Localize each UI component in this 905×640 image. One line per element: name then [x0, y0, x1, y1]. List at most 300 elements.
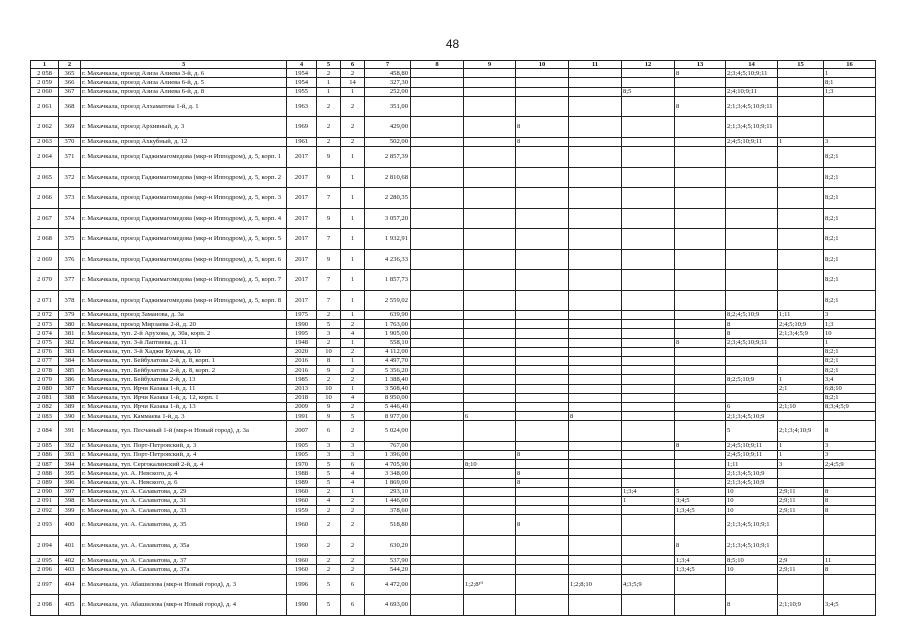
cell-col-12: [622, 147, 675, 168]
cell-col-1: 2 066: [31, 188, 59, 209]
cell-col-10: [516, 366, 569, 375]
cell-col-7: 639,90: [365, 311, 411, 320]
cell-col-3: г. Махачкала, туп. Бейбулатова 2-й, д. 8, корп. 1: [81, 356, 287, 365]
cell-col-13: [675, 329, 726, 338]
cell-col-13: [675, 412, 726, 421]
cell-col-7: 1 905,00: [365, 329, 411, 338]
cell-col-7: 4 236,33: [365, 249, 411, 270]
cell-col-1: 2 090: [31, 487, 59, 496]
cell-col-2: 376: [59, 249, 81, 270]
cell-col-16: 1;3: [824, 87, 876, 96]
cell-col-2: 398: [59, 496, 81, 505]
cell-col-16: 11: [824, 556, 876, 565]
cell-col-14: 2;1;3;4;5;10;9: [726, 412, 778, 421]
cell-col-13: [675, 421, 726, 442]
column-header-6: 6: [341, 61, 365, 69]
cell-col-14: 6: [726, 402, 778, 411]
cell-col-2: 372: [59, 167, 81, 188]
cell-col-6: 2: [341, 402, 365, 411]
cell-col-13: 8: [675, 535, 726, 556]
cell-col-16: 8;2;1: [824, 188, 876, 209]
cell-col-8: [411, 188, 464, 209]
cell-col-8: [411, 338, 464, 347]
cell-col-14: [726, 384, 778, 393]
cell-col-14: 2;1;3;4;5;10;9;11: [726, 96, 778, 117]
cell-col-10: [516, 393, 569, 402]
cell-col-12: [622, 535, 675, 556]
cell-col-6: 1: [341, 167, 365, 188]
cell-col-13: 8: [675, 338, 726, 347]
cell-col-2: 397: [59, 487, 81, 496]
cell-col-2: 389: [59, 402, 81, 411]
cell-col-1: 2 094: [31, 535, 59, 556]
cell-col-15: 2;1;3;4;10;9: [778, 421, 824, 442]
cell-col-11: [569, 469, 622, 478]
cell-col-9: [464, 290, 516, 311]
cell-col-12: [622, 450, 675, 459]
cell-col-3: г. Махачкала, проезд Мирзаева 2-й, д. 20: [81, 320, 287, 329]
table-row: [31, 249, 876, 270]
cell-col-7: 2 857,39: [365, 147, 411, 168]
cell-col-15: 2;1: [778, 384, 824, 393]
cell-col-5: 9: [317, 412, 341, 421]
cell-col-10: [516, 441, 569, 450]
cell-col-6: 2: [341, 421, 365, 442]
cell-col-10: [516, 87, 569, 96]
cell-col-4: 2017: [287, 270, 317, 291]
column-header-12: 12: [622, 61, 675, 69]
cell-col-11: [569, 270, 622, 291]
cell-col-11: [569, 96, 622, 117]
cell-col-10: [516, 249, 569, 270]
cell-col-5: 7: [317, 290, 341, 311]
cell-col-5: 3: [317, 450, 341, 459]
cell-col-10: [516, 402, 569, 411]
cell-col-5: 5: [317, 460, 341, 469]
cell-col-5: 9: [317, 249, 341, 270]
cell-col-15: 2;9;11: [778, 565, 824, 574]
cell-col-15: 1: [778, 375, 824, 384]
cell-col-4: 2017: [287, 290, 317, 311]
cell-col-9: [464, 347, 516, 356]
cell-col-3: г. Махачкала, проезд Гаджимагомедова (мкр-н Ипподром), д. 5, корп. 6: [81, 249, 287, 270]
cell-col-14: 10: [726, 565, 778, 574]
cell-col-13: [675, 290, 726, 311]
cell-col-13: 5: [675, 487, 726, 496]
cell-col-3: г. Махачкала, ул. Абашилова (мкр-н Новый город), д. 4: [81, 595, 287, 616]
cell-col-8: [411, 117, 464, 138]
cell-col-11: [569, 137, 622, 146]
cell-col-10: 8: [516, 117, 569, 138]
cell-col-7: 4 112,00: [365, 347, 411, 356]
cell-col-11: 8: [569, 412, 622, 421]
cell-col-1: 2 098: [31, 595, 59, 616]
table-row: [31, 469, 876, 478]
cell-col-12: [622, 78, 675, 87]
cell-col-12: [622, 556, 675, 565]
cell-col-12: [622, 366, 675, 375]
cell-col-1: 2 064: [31, 147, 59, 168]
cell-col-5: 7: [317, 270, 341, 291]
cell-col-12: 1;3;4: [622, 487, 675, 496]
table-row: [31, 556, 876, 565]
cell-col-2: 394: [59, 460, 81, 469]
cell-col-1: 2 061: [31, 96, 59, 117]
cell-col-4: 2016: [287, 356, 317, 365]
cell-col-2: 373: [59, 188, 81, 209]
cell-col-2: 366: [59, 78, 81, 87]
cell-col-8: [411, 87, 464, 96]
cell-col-15: 2;9;11: [778, 496, 824, 505]
cell-col-2: 405: [59, 595, 81, 616]
cell-col-3: г. Махачкала, туп. Бейбулатова 2-й, д. 13: [81, 375, 287, 384]
cell-col-14: [726, 229, 778, 250]
cell-col-3: г. Махачкала, проезд Гаджимагомедова (мкр-н Ипподром), д. 5, корп. 2: [81, 167, 287, 188]
cell-col-11: [569, 167, 622, 188]
cell-col-8: [411, 469, 464, 478]
cell-col-13: [675, 515, 726, 536]
table-row: [31, 384, 876, 393]
cell-col-8: [411, 147, 464, 168]
cell-col-16: 6;8;10: [824, 384, 876, 393]
cell-col-15: 3: [778, 460, 824, 469]
cell-col-16: 8;2;1: [824, 167, 876, 188]
cell-col-3: г. Махачкала, проезд Гаджимагомедова (мкр-н Ипподром), д. 5, корп. 5: [81, 229, 287, 250]
cell-col-6: 1: [341, 87, 365, 96]
cell-col-16: 8;3;4;5;9: [824, 402, 876, 411]
cell-col-1: 2 075: [31, 338, 59, 347]
cell-col-16: 1: [824, 69, 876, 78]
cell-col-5: 10: [317, 384, 341, 393]
cell-col-7: 327,30: [365, 78, 411, 87]
cell-col-9: [464, 595, 516, 616]
cell-col-11: [569, 69, 622, 78]
cell-col-6: 2: [341, 117, 365, 138]
cell-col-9: [464, 167, 516, 188]
cell-col-4: 2016: [287, 366, 317, 375]
cell-col-3: г. Махачкала, ул. А. Невского, д. 4: [81, 469, 287, 478]
cell-col-5: 3: [317, 329, 341, 338]
cell-col-11: [569, 338, 622, 347]
cell-col-12: [622, 270, 675, 291]
table-row: [31, 320, 876, 329]
cell-col-7: 1 396,00: [365, 450, 411, 459]
cell-col-12: [622, 320, 675, 329]
cell-col-6: 1: [341, 338, 365, 347]
cell-col-2: 395: [59, 469, 81, 478]
cell-col-12: [622, 249, 675, 270]
cell-col-12: [622, 412, 675, 421]
cell-col-6: 1: [341, 188, 365, 209]
cell-col-13: 8: [675, 441, 726, 450]
cell-col-10: [516, 506, 569, 515]
cell-col-7: 518,80: [365, 515, 411, 536]
cell-col-9: [464, 229, 516, 250]
cell-col-15: 2;9;11: [778, 506, 824, 515]
cell-col-7: 378,60: [365, 506, 411, 515]
cell-col-9: [464, 338, 516, 347]
cell-col-3: г. Махачкала, ул. А. Салаватова, д. 37: [81, 556, 287, 565]
cell-col-9: [464, 311, 516, 320]
cell-col-4: 1975: [287, 311, 317, 320]
cell-col-12: [622, 338, 675, 347]
cell-col-1: 2 074: [31, 329, 59, 338]
cell-col-10: [516, 595, 569, 616]
cell-col-4: 2007: [287, 421, 317, 442]
table-row: [31, 366, 876, 375]
table-row: [31, 506, 876, 515]
cell-col-11: [569, 450, 622, 459]
cell-col-2: 396: [59, 478, 81, 487]
table-row: [31, 311, 876, 320]
cell-col-5: 2: [317, 515, 341, 536]
cell-col-9: [464, 515, 516, 536]
cell-col-3: г. Махачкала, проезд Азиза Алиева 6-й, д. 8: [81, 87, 287, 96]
column-header-13: 13: [675, 61, 726, 69]
cell-col-16: 1;3: [824, 320, 876, 329]
cell-col-4: 1988: [287, 469, 317, 478]
cell-col-2: 378: [59, 290, 81, 311]
cell-col-12: [622, 69, 675, 78]
table-row: [31, 496, 876, 505]
cell-col-15: 2;1;10: [778, 402, 824, 411]
cell-col-2: 384: [59, 356, 81, 365]
cell-col-12: [622, 347, 675, 356]
cell-col-15: [778, 188, 824, 209]
cell-col-12: [622, 441, 675, 450]
column-number-header: [31, 61, 876, 69]
cell-col-11: [569, 78, 622, 87]
cell-col-15: [778, 356, 824, 365]
cell-col-8: [411, 515, 464, 536]
column-header-16: 16: [824, 61, 876, 69]
cell-col-12: 1: [622, 496, 675, 505]
cell-col-11: [569, 595, 622, 616]
cell-col-14: 2;3;4;5;10;9;11: [726, 69, 778, 78]
cell-col-1: 2 093: [31, 515, 59, 536]
cell-col-13: 8: [675, 69, 726, 78]
cell-col-11: [569, 393, 622, 402]
cell-col-4: 1954: [287, 69, 317, 78]
page-number: 48: [445, 37, 460, 51]
cell-col-3: г. Махачкала, проезд Заманова, д. 3а: [81, 311, 287, 320]
cell-col-14: 2;4;5;10;9;11: [726, 137, 778, 146]
cell-col-4: 1990: [287, 595, 317, 616]
cell-col-4: 2017: [287, 229, 317, 250]
table-row: [31, 356, 876, 365]
cell-col-13: [675, 78, 726, 87]
cell-col-9: [464, 402, 516, 411]
cell-col-5: 2: [317, 69, 341, 78]
cell-col-11: [569, 366, 622, 375]
cell-col-16: 8;2;1: [824, 249, 876, 270]
cell-col-10: [516, 574, 569, 595]
cell-col-3: г. Махачкала, проезд Ахкубный, д. 12: [81, 137, 287, 146]
cell-col-4: 1960: [287, 515, 317, 536]
cell-col-1: 2 079: [31, 375, 59, 384]
table-row: [31, 393, 876, 402]
cell-col-15: [778, 290, 824, 311]
cell-col-2: 374: [59, 208, 81, 229]
cell-col-4: 1959: [287, 506, 317, 515]
cell-col-15: 2;9;11: [778, 487, 824, 496]
cell-col-15: [778, 347, 824, 356]
cell-col-16: 8;2;1: [824, 393, 876, 402]
cell-col-10: [516, 208, 569, 229]
table-row: [31, 290, 876, 311]
cell-col-13: [675, 208, 726, 229]
cell-col-14: [726, 249, 778, 270]
cell-col-1: 2 059: [31, 78, 59, 87]
cell-col-6: 2: [341, 565, 365, 574]
cell-col-9: [464, 320, 516, 329]
cell-col-2: 387: [59, 384, 81, 393]
cell-col-6: 2: [341, 375, 365, 384]
cell-col-7: 544,20: [365, 565, 411, 574]
cell-col-8: [411, 393, 464, 402]
table-row: [31, 515, 876, 536]
table-row: [31, 188, 876, 209]
cell-col-16: 3: [824, 311, 876, 320]
cell-col-3: г. Махачкала, тул. Ирчи Казака 1-й, д. 11: [81, 384, 287, 393]
cell-col-6: 4: [341, 478, 365, 487]
cell-col-5: 10: [317, 347, 341, 356]
cell-col-16: 8: [824, 496, 876, 505]
cell-col-9: 8;10: [464, 460, 516, 469]
cell-col-14: 8;2;5;10;9: [726, 375, 778, 384]
cell-col-16: 8;2;1: [824, 366, 876, 375]
cell-col-8: [411, 320, 464, 329]
cell-col-10: 8: [516, 469, 569, 478]
cell-col-12: [622, 137, 675, 146]
cell-col-14: 8: [726, 329, 778, 338]
cell-col-11: 1;2;8;10: [569, 574, 622, 595]
cell-col-8: [411, 356, 464, 365]
cell-col-12: [622, 229, 675, 250]
cell-col-3: г. Махачкала, тул. Сергокалинский 2-й, д. 4: [81, 460, 287, 469]
cell-col-6: 3: [341, 450, 365, 459]
cell-col-15: [778, 338, 824, 347]
cell-col-3: г. Махачкала, туп. 3-й Хаджи Булача, д. 10: [81, 347, 287, 356]
cell-col-5: 10: [317, 393, 341, 402]
cell-col-15: [778, 69, 824, 78]
table-row: [31, 270, 876, 291]
cell-col-3: г. Махачкала, проезд Алхаматова 1-й, д. 1: [81, 96, 287, 117]
cell-col-11: [569, 460, 622, 469]
cell-col-5: 1: [317, 87, 341, 96]
cell-col-15: [778, 574, 824, 595]
cell-col-2: 367: [59, 87, 81, 96]
cell-col-8: [411, 421, 464, 442]
cell-col-10: 8: [516, 450, 569, 459]
cell-col-16: 8: [824, 421, 876, 442]
cell-col-11: [569, 441, 622, 450]
cell-col-3: г. Махачкала, проезд Гаджимагомедова (мкр-н Ипподром), д. 5, корп. 3: [81, 188, 287, 209]
cell-col-7: 2 280,35: [365, 188, 411, 209]
cell-col-16: 8;2;1: [824, 208, 876, 229]
cell-col-1: 2 067: [31, 208, 59, 229]
cell-col-16: [824, 515, 876, 536]
cell-col-2: 381: [59, 329, 81, 338]
cell-col-4: 1905: [287, 450, 317, 459]
cell-col-12: [622, 469, 675, 478]
cell-col-11: [569, 506, 622, 515]
cell-col-1: 2 086: [31, 450, 59, 459]
cell-col-7: 293,10: [365, 487, 411, 496]
cell-col-2: 401: [59, 535, 81, 556]
cell-col-4: 1995: [287, 329, 317, 338]
cell-col-10: [516, 487, 569, 496]
cell-col-3: г. Махачкала, ул. А. Салаватова, д. 35: [81, 515, 287, 536]
cell-col-12: [622, 329, 675, 338]
cell-col-8: [411, 78, 464, 87]
cell-col-10: [516, 290, 569, 311]
cell-col-13: [675, 375, 726, 384]
cell-col-11: [569, 311, 622, 320]
cell-col-16: 8;2;1: [824, 270, 876, 291]
cell-col-7: 4 693,00: [365, 595, 411, 616]
cell-col-7: 252,00: [365, 87, 411, 96]
cell-col-13: 8: [675, 96, 726, 117]
cell-col-2: 388: [59, 393, 81, 402]
cell-col-6: 6: [341, 595, 365, 616]
column-header-1: 1: [31, 61, 59, 69]
cell-col-14: 10: [726, 487, 778, 496]
cell-col-14: 8: [726, 595, 778, 616]
cell-col-14: [726, 366, 778, 375]
cell-col-13: [675, 393, 726, 402]
cell-col-14: 2;4;5;10;9;11: [726, 441, 778, 450]
cell-col-6: 2: [341, 515, 365, 536]
cell-col-15: [778, 366, 824, 375]
cell-col-9: 1;2;8¹⁰: [464, 574, 516, 595]
cell-col-10: [516, 320, 569, 329]
table-row: [31, 535, 876, 556]
cell-col-15: 2;9: [778, 556, 824, 565]
cell-col-5: 9: [317, 147, 341, 168]
cell-col-7: 1 869,00: [365, 478, 411, 487]
cell-col-4: 2018: [287, 393, 317, 402]
cell-col-10: [516, 78, 569, 87]
column-header-14: 14: [726, 61, 778, 69]
cell-col-7: 4 705,90: [365, 460, 411, 469]
table-row: [31, 96, 876, 117]
cell-col-6: 1: [341, 487, 365, 496]
cell-col-14: 2;1;3;4;5;10;9: [726, 469, 778, 478]
cell-col-11: [569, 478, 622, 487]
cell-col-16: [824, 96, 876, 117]
cell-col-12: [622, 208, 675, 229]
cell-col-14: 8;5;10: [726, 556, 778, 565]
cell-col-13: 3;4;5: [675, 496, 726, 505]
cell-col-1: 2 062: [31, 117, 59, 138]
cell-col-15: 1;11: [778, 311, 824, 320]
cell-col-9: [464, 208, 516, 229]
cell-col-4: 1990: [287, 320, 317, 329]
cell-col-2: 404: [59, 574, 81, 595]
column-header-3: 3: [81, 61, 287, 69]
cell-col-13: [675, 460, 726, 469]
cell-col-16: 8;1: [824, 78, 876, 87]
cell-col-6: 2: [341, 69, 365, 78]
cell-col-1: 2 065: [31, 167, 59, 188]
cell-col-8: [411, 208, 464, 229]
column-header-7: 7: [365, 61, 411, 69]
cell-col-15: [778, 412, 824, 421]
cell-col-3: г. Махачкала, проезд Гаджимагомедова (мкр-н Ипподром), д. 5, корп. 1: [81, 147, 287, 168]
cell-col-15: [778, 167, 824, 188]
cell-col-13: [675, 249, 726, 270]
